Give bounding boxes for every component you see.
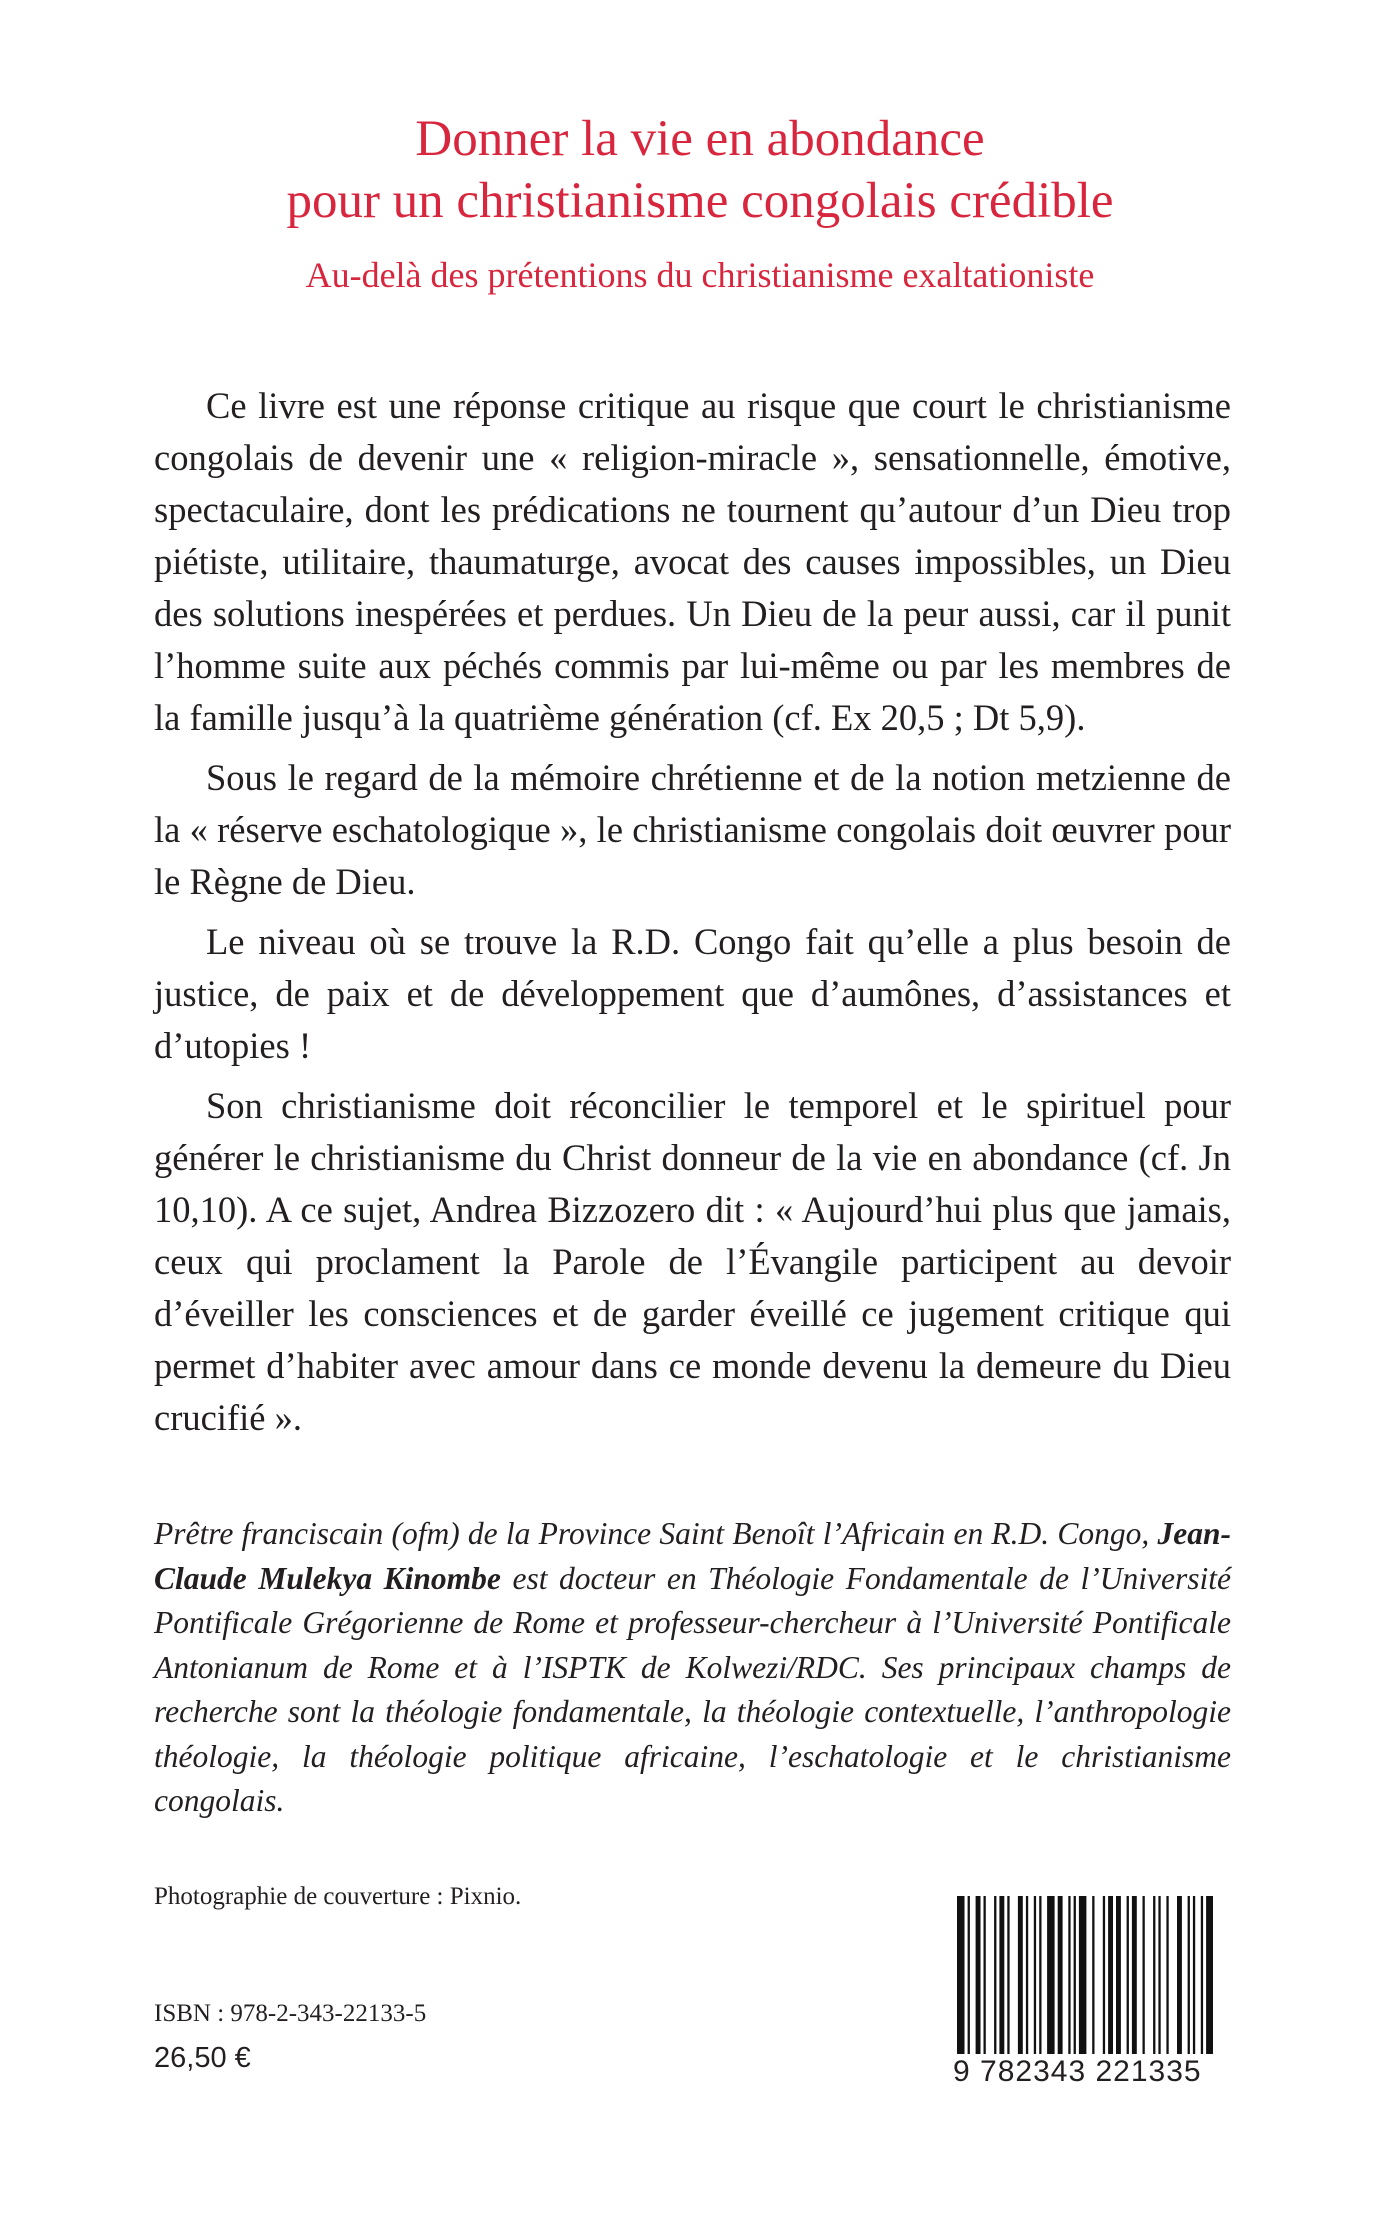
barcode-bar: [1026, 1896, 1028, 2056]
blurb-paragraph: Sous le regard de la mémoire chrétienne et de la notion metzienne de la « réserve eschatologique », le christianisme congolais doit œuvrer pour le Règne de Dieu.: [154, 757, 1231, 902]
barcode-bar: [1058, 1896, 1063, 2056]
barcode-bar: [1132, 1896, 1137, 2056]
barcode-bar: [1007, 1896, 1009, 2056]
barcode-bar: [1201, 1896, 1203, 2056]
barcode-bar: [1092, 1896, 1094, 2056]
book-title-line-2: pour un christianisme congolais crédible: [286, 173, 1114, 229]
title-block: [0, 108, 1400, 298]
barcode-bar: [1177, 1896, 1182, 2056]
author-bio-details: est docteur en Théologie Fondamentale de l’Université Pontificale Grégorienne de Rome et professeur-chercheur à l’Université Pontificale Antonianum de Rome et à l’ISPTK de Kolwezi/RDC. Ses principaux champs de recherche sont la théologie fondamentale, la théologie contextuelle, l’anthropologie théologie, la théologie politique africaine, l’eschatologie et le christianisme congolais.: [154, 1560, 1231, 1818]
author-name: Jean-Claude Mulekya Kinombe: [154, 1516, 1231, 1596]
barcode-bars: [953, 1896, 1213, 2056]
book-title-line-1: Donner la vie en abondance: [415, 111, 985, 167]
barcode-bar: [1127, 1896, 1129, 2056]
barcode-bar: [1103, 1896, 1105, 2056]
barcode-bar: [1108, 1896, 1113, 2056]
barcode-digits: 9 782343 221335: [953, 2054, 1215, 2090]
barcode-bar: [1153, 1896, 1155, 2056]
barcode-bar: [1116, 1896, 1121, 2056]
isbn: ISBN : 978-2-343-22133-5: [154, 2000, 427, 2027]
barcode-bar: [1158, 1896, 1160, 2056]
barcode-bar: [999, 1896, 1004, 2056]
barcode-bar: [1068, 1896, 1070, 2056]
barcode-bar: [1079, 1896, 1087, 2056]
price: 26,50 €: [154, 2042, 251, 2074]
blurb-paragraph: Ce livre est une réponse critique au risque que court le christianisme congolais de devenir une « religion-miracle », sensationnelle, émotive, spectaculaire, dont les prédications ne tournent qu’autour d’un Dieu trop piétiste, utilitaire, thaumaturge, avocat des causes impossibles, un Dieu des solutions inespérées et perdues. Un Dieu de la peur aussi, car il punit l’homme suite aux péchés commis par lui-même ou par les membres de la famille jusqu’à la quatrième génération (cf. Ex 20,5 ; Dt 5,9).: [154, 385, 1231, 738]
blurb-paragraph: Le niveau où se trouve la R.D. Congo fait qu’elle a plus besoin de justice, de paix et de développement que d’aumônes, d’assistances et d’utopies !: [154, 921, 1231, 1066]
barcode-bar: [1206, 1896, 1213, 2056]
barcode-bar: [1074, 1896, 1076, 2056]
blurb-paragraph: Son christianisme doit réconcilier le temporel et le spirituel pour générer le christianisme du Christ donneur de la vie en abondance (cf. Jn 10,10). A ce sujet, Andrea Bizzozero dit : « Aujourd’hui plus que jamais, ceux qui proclament la Parole de l’Évangile participent au devoir d’éveiller les consciences et de garder éveillé ce jugement critique qui permet d’habiter avec amour dans ce monde devenu la demeure du Dieu crucifié ».: [154, 1085, 1231, 1438]
barcode-bar: [994, 1896, 996, 2056]
barcode-bar: [957, 1896, 965, 2056]
book-subtitle: Au-delà des prétentions du christianisme exaltationiste: [305, 255, 1095, 295]
barcode-bar: [1166, 1896, 1168, 2056]
barcode-bar: [1047, 1896, 1055, 2056]
barcode-bar: [1193, 1896, 1195, 2056]
photo-credit: Photographie de couverture : Pixnio.: [154, 1883, 522, 1910]
blurb: [154, 380, 1231, 1452]
barcode-bar: [968, 1896, 970, 2056]
author-bio: [154, 1512, 1231, 1824]
barcode-bar: [984, 1896, 986, 2056]
barcode-bar: [1188, 1896, 1190, 2056]
barcode-bar: [976, 1896, 981, 2056]
barcode-bar: [1039, 1896, 1041, 2056]
author-bio-intro: Prêtre franciscain (ofm) de la Province Saint Benoît l’Africain en R.D. Congo,: [154, 1516, 1158, 1551]
barcode-bar: [1018, 1896, 1023, 2056]
barcode-bar: [1034, 1896, 1036, 2056]
barcode-bar: [1143, 1896, 1145, 2056]
